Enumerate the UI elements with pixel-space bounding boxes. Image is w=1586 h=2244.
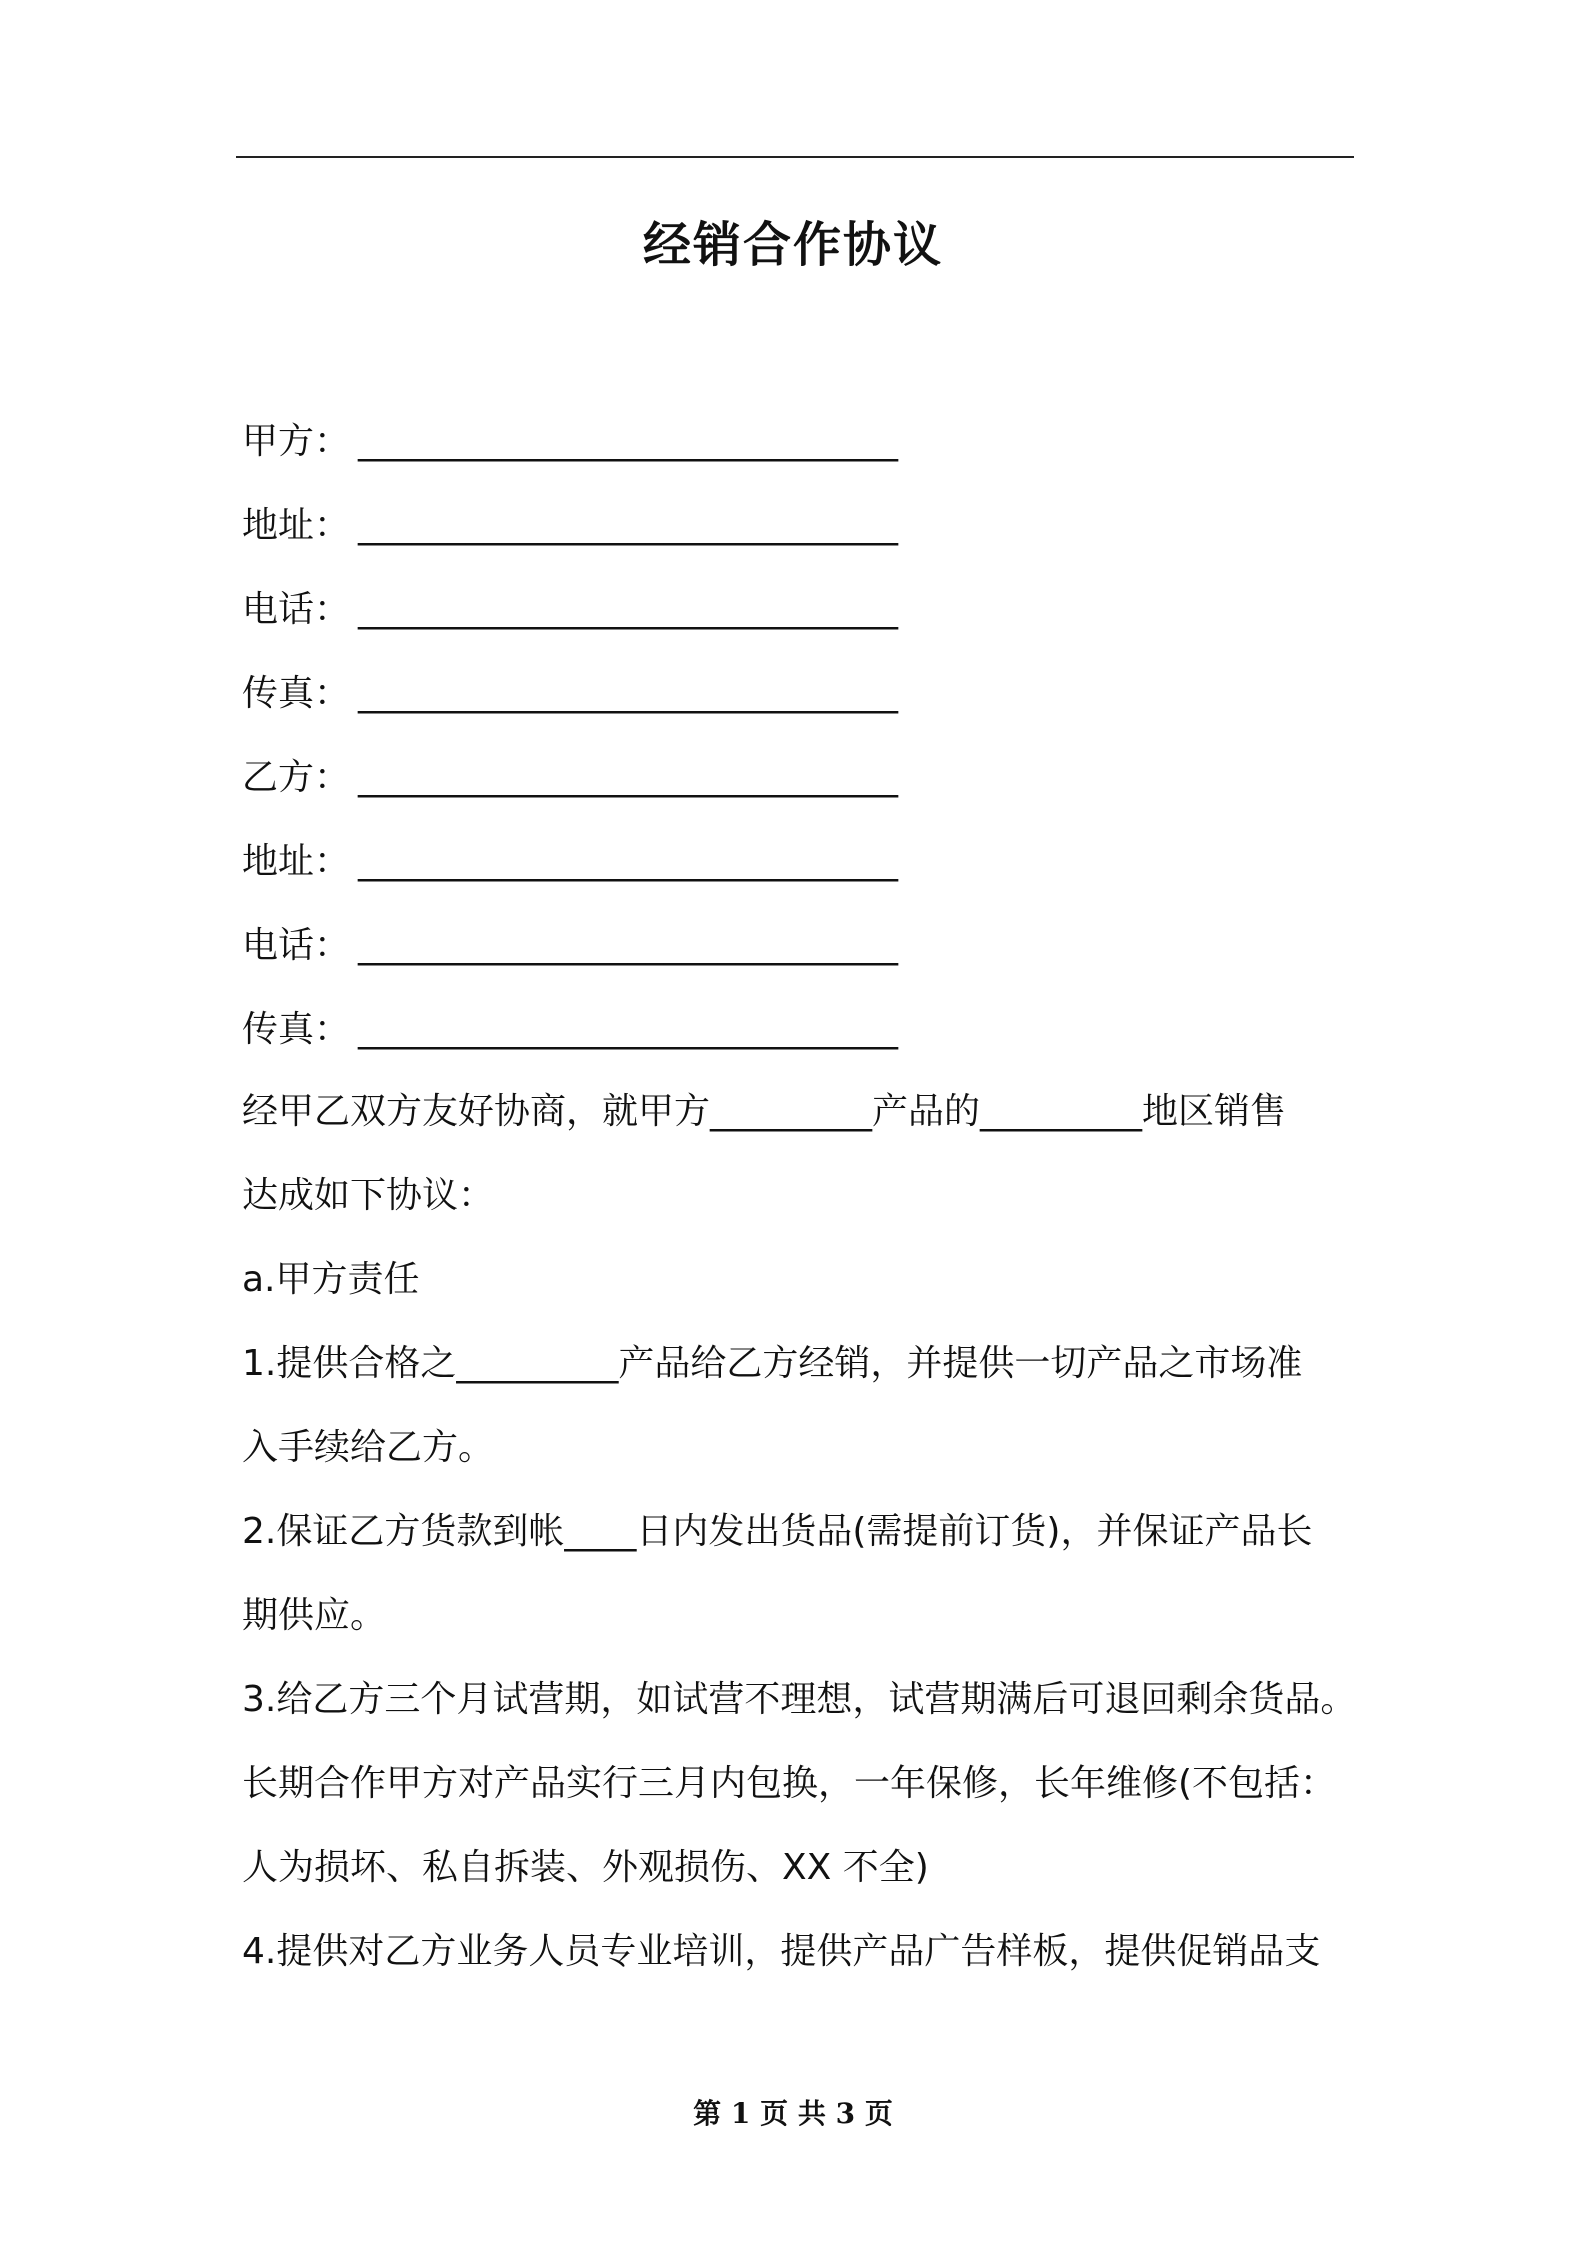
body-paragraph-line: 经甲乙双方友好协商，就甲方_________产品的_________地区销售 [242, 1091, 1287, 1132]
fill-blank[interactable]: ______________________________ [358, 841, 899, 882]
party-a-address-field [242, 502, 898, 550]
document-title: 经销合作协议 [642, 217, 943, 273]
body-paragraph-line: 3.给乙方三个月试营期，如试营不理想，试营期满后可退回剩余货品。 [242, 1679, 1357, 1720]
field-label: 地址： [242, 841, 351, 882]
body-paragraph-line: 人为损坏、私自拆装、外观损伤、XX 不全) [242, 1847, 929, 1888]
field-label: 电话： [242, 589, 351, 630]
fill-blank[interactable]: ______________________________ [358, 757, 899, 798]
field-label: 乙方： [242, 757, 351, 798]
fill-blank[interactable]: ______________________________ [358, 1009, 899, 1050]
body-paragraph-line: 入手续给乙方。 [242, 1427, 495, 1468]
fill-blank[interactable]: ______________________________ [358, 673, 899, 714]
field-label: 地址： [242, 505, 351, 546]
field-label: 传真： [242, 1009, 351, 1050]
body-paragraph-line: 2.保证乙方货款到帐____日内发出货品(需提前订货)，并保证产品长 [242, 1511, 1313, 1552]
party-a-fax-field [242, 670, 898, 718]
fill-blank[interactable]: ______________________________ [358, 589, 899, 630]
party-b-name-field [242, 754, 898, 802]
party-b-phone-field [242, 922, 898, 970]
body-paragraph-line: 期供应。 [242, 1595, 387, 1636]
section-heading: a.甲方责任 [242, 1259, 420, 1300]
party-a-phone-field [242, 586, 898, 634]
fill-blank[interactable]: ______________________________ [358, 925, 899, 966]
page-number-footer: 第 1 页 共 3 页 [693, 2097, 893, 2130]
field-label: 甲方： [242, 421, 351, 462]
party-b-address-field [242, 838, 898, 886]
body-paragraph-line: 达成如下协议： [242, 1175, 495, 1216]
header-rule [236, 156, 1354, 158]
party-a-name-field [242, 418, 898, 466]
field-label: 传真： [242, 673, 351, 714]
body-paragraph-line: 长期合作甲方对产品实行三月内包换，一年保修，长年维修(不包括： [242, 1763, 1337, 1804]
fill-blank[interactable]: ______________________________ [358, 505, 899, 546]
body-paragraph-line: 1.提供合格之_________产品给乙方经销，并提供一切产品之市场准 [242, 1343, 1303, 1384]
field-label: 电话： [242, 925, 351, 966]
fill-blank[interactable]: ______________________________ [358, 421, 899, 462]
party-b-fax-field [242, 1006, 898, 1054]
body-paragraph-line: 4.提供对乙方业务人员专业培训，提供产品广告样板，提供促销品支 [242, 1931, 1321, 1972]
